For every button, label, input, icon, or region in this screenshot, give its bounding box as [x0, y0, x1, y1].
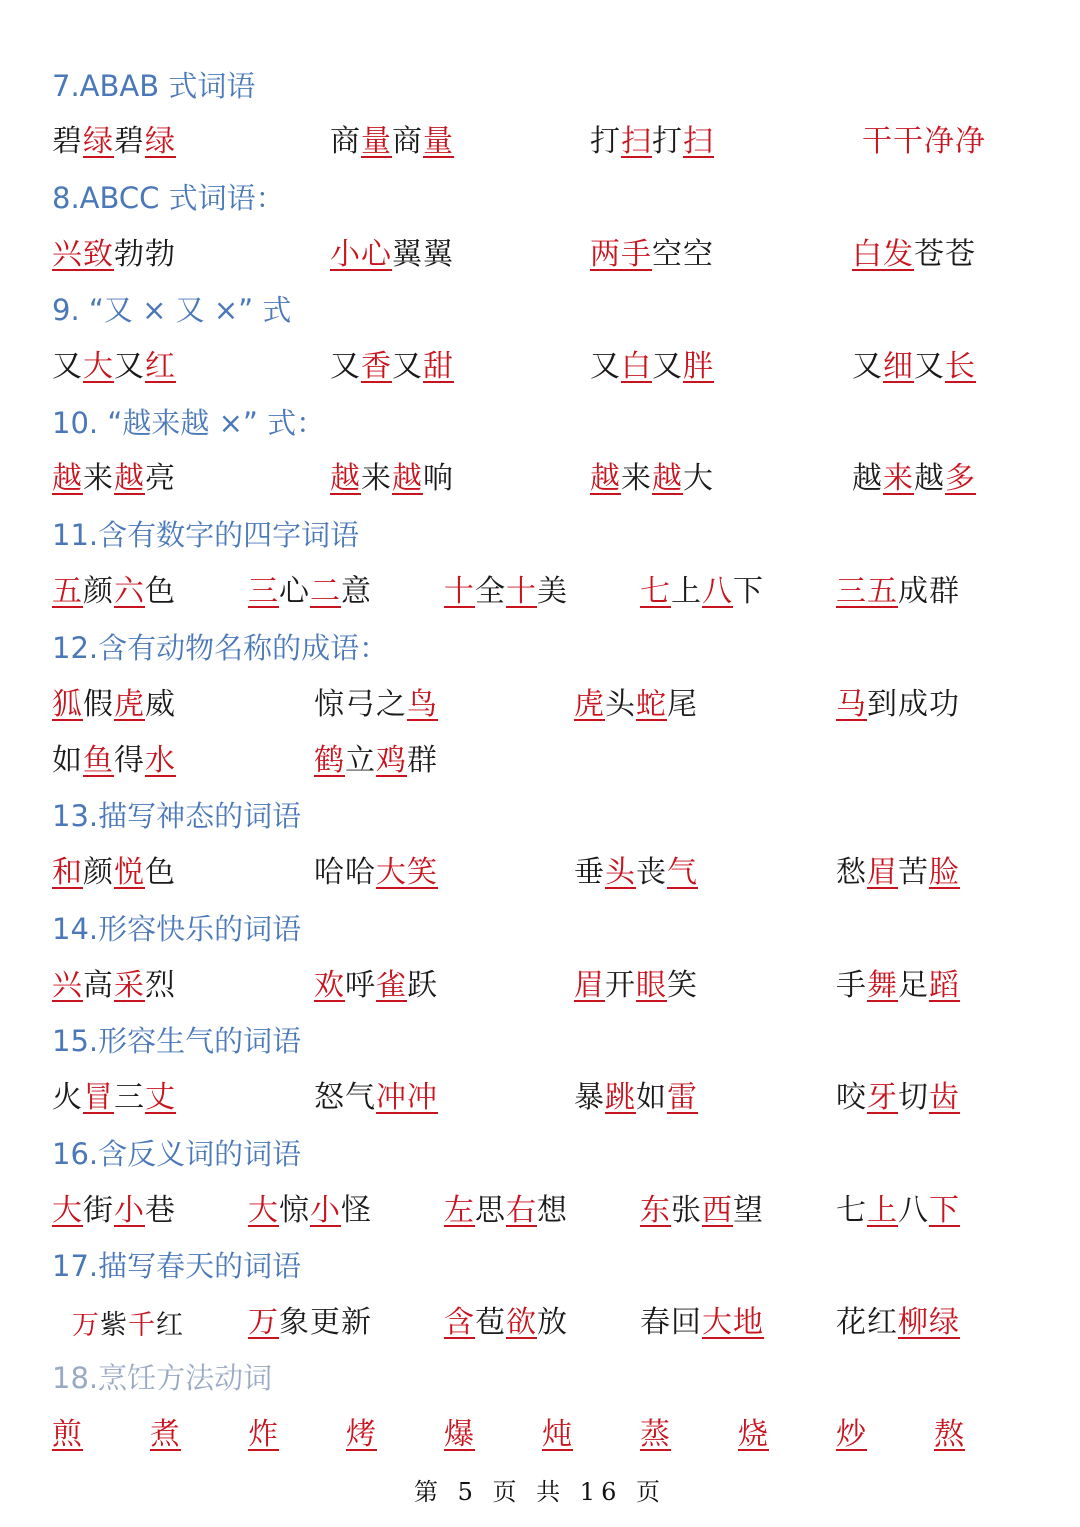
word-row [0, 349, 1080, 392]
word-item [314, 1080, 438, 1115]
highlighted-char: 舞 [867, 968, 898, 1003]
char: 哈 [314, 855, 345, 890]
word-item [314, 968, 438, 1003]
char: 立 [345, 743, 376, 778]
word-item [52, 124, 176, 159]
word-row [0, 855, 1080, 898]
highlighted-char: 欲 [506, 1305, 537, 1340]
word-item [836, 855, 960, 890]
section-heading: 7.ABAB 式词语 [52, 69, 256, 103]
word-item [640, 574, 764, 609]
char: 空 [652, 237, 683, 272]
word-item [52, 855, 176, 890]
highlighted-char: 东 [640, 1193, 671, 1228]
char: 碧 [114, 124, 145, 159]
highlighted-char: 净 [924, 124, 955, 159]
char: 火 [52, 1080, 83, 1115]
word-item [330, 349, 454, 384]
char: 又 [914, 349, 945, 384]
highlighted-char: 五 [52, 574, 83, 609]
highlighted-char: 白 [621, 349, 652, 384]
highlighted-char: 干 [862, 124, 893, 159]
char: 翼 [392, 237, 423, 272]
word-item [72, 1312, 184, 1339]
highlighted-char: 上 [867, 1193, 898, 1228]
char: 又 [392, 349, 423, 384]
highlighted-char: 胖 [683, 349, 714, 384]
word-item [590, 237, 714, 272]
char: 思 [475, 1193, 506, 1228]
highlighted-char: 干 [893, 124, 924, 159]
char: 头 [605, 687, 636, 722]
char: 如 [636, 1080, 667, 1115]
word-item [590, 461, 714, 496]
highlighted-char: 悦 [114, 855, 145, 890]
section-heading: 13.描写神态的词语 [52, 799, 302, 833]
word-item [314, 855, 438, 890]
highlighted-char: 蛇 [636, 687, 667, 722]
char: 色 [145, 855, 176, 890]
char: 怪 [341, 1193, 372, 1228]
highlighted-char: 大 [83, 349, 114, 384]
highlighted-char: 下 [929, 1193, 960, 1228]
highlighted-char: 越 [652, 461, 683, 496]
highlighted-char: 眼 [636, 968, 667, 1003]
section-heading: 17.描写春天的词语 [52, 1249, 302, 1283]
char: 如 [52, 743, 83, 778]
word-item [640, 1193, 764, 1228]
char: 红 [867, 1305, 898, 1340]
word-item [248, 574, 372, 609]
char: 街 [83, 1193, 114, 1228]
highlighted-char: 红 [145, 349, 176, 384]
char: 弓 [345, 687, 376, 722]
char: 紫 [100, 1310, 128, 1341]
highlighted-char: 发 [883, 237, 914, 272]
word-item [542, 1417, 573, 1452]
word-row [0, 687, 1080, 730]
word-item [444, 1193, 568, 1228]
char: 惊 [279, 1193, 310, 1228]
word-row [0, 1080, 1080, 1123]
char: 碧 [52, 124, 83, 159]
section-heading: 16.含反义词的词语 [52, 1137, 302, 1171]
char: 美 [537, 574, 568, 609]
char: 切 [898, 1080, 929, 1115]
highlighted-char: 大 [376, 855, 407, 890]
word-item [52, 743, 176, 778]
word-item [590, 124, 714, 159]
char: 大 [683, 461, 714, 496]
highlighted-char: 兴 [52, 968, 83, 1003]
section-heading: 8.ABCC 式词语： [52, 181, 285, 215]
highlighted-char: 牙 [867, 1080, 898, 1115]
char: 群 [929, 574, 960, 609]
char: 足 [898, 968, 929, 1003]
char: 意 [341, 574, 372, 609]
char: 红 [156, 1310, 184, 1341]
char: 跃 [407, 968, 438, 1003]
highlighted-char: 小 [114, 1193, 145, 1228]
highlighted-char: 七 [640, 574, 671, 609]
highlighted-char: 爆 [444, 1417, 475, 1452]
section-heading: 15.形容生气的词语 [52, 1024, 302, 1058]
highlighted-char: 细 [883, 349, 914, 384]
highlighted-char: 三 [248, 574, 279, 609]
char: 心 [279, 574, 310, 609]
char: 春 [640, 1305, 671, 1340]
word-item [248, 1193, 372, 1228]
char: 颜 [83, 855, 114, 890]
word-row [0, 124, 1080, 167]
word-item [574, 855, 698, 890]
highlighted-char: 六 [114, 574, 145, 609]
highlighted-char: 烤 [346, 1417, 377, 1452]
highlighted-char: 雀 [376, 968, 407, 1003]
char: 亮 [145, 461, 176, 496]
char: 尾 [667, 687, 698, 722]
highlighted-char: 越 [392, 461, 423, 496]
highlighted-char: 鱼 [83, 743, 114, 778]
char: 又 [330, 349, 361, 384]
word-item [52, 1080, 176, 1115]
highlighted-char: 气 [667, 855, 698, 890]
char: 越 [852, 461, 883, 496]
char: 苦 [898, 855, 929, 890]
highlighted-char: 越 [52, 461, 83, 496]
highlighted-char: 熬 [934, 1417, 965, 1452]
section-heading: 11.含有数字的四字词语 [52, 518, 360, 552]
highlighted-char: 心 [361, 237, 392, 272]
char: 咬 [836, 1080, 867, 1115]
highlighted-char: 地 [733, 1305, 764, 1340]
highlighted-char: 量 [423, 124, 454, 159]
word-item [836, 1193, 960, 1228]
char: 威 [145, 687, 176, 722]
word-item [248, 1305, 372, 1340]
char: 更 [310, 1305, 341, 1340]
char: 翼 [423, 237, 454, 272]
char: 象 [279, 1305, 310, 1340]
char: 放 [537, 1305, 568, 1340]
char: 高 [83, 968, 114, 1003]
highlighted-char: 五 [867, 574, 898, 609]
char: 垂 [574, 855, 605, 890]
highlighted-char: 甜 [423, 349, 454, 384]
char: 苞 [475, 1305, 506, 1340]
highlighted-char: 烧 [738, 1417, 769, 1452]
char: 又 [114, 349, 145, 384]
word-item [852, 237, 976, 272]
char: 惊 [314, 687, 345, 722]
char: 又 [52, 349, 83, 384]
highlighted-char: 十 [444, 574, 475, 609]
page-footer: 第 5 页 共 16 页 [414, 1478, 666, 1506]
char: 色 [145, 574, 176, 609]
highlighted-char: 量 [361, 124, 392, 159]
char: 新 [341, 1305, 372, 1340]
highlighted-char: 左 [444, 1193, 475, 1228]
word-item [346, 1417, 377, 1452]
char: 下 [733, 574, 764, 609]
highlighted-char: 白 [852, 237, 883, 272]
char: 呼 [345, 968, 376, 1003]
highlighted-char: 狐 [52, 687, 83, 722]
char: 又 [652, 349, 683, 384]
section-heading: 9. “又 × 又 ×” 式 [52, 293, 292, 327]
highlighted-char: 炸 [248, 1417, 279, 1452]
word-item [836, 574, 960, 609]
char: 越 [914, 461, 945, 496]
char: 回 [671, 1305, 702, 1340]
word-item [52, 237, 176, 272]
char: 成 [898, 687, 929, 722]
char: 上 [671, 574, 702, 609]
highlighted-char: 右 [506, 1193, 537, 1228]
word-row [0, 743, 1080, 786]
word-item [314, 743, 438, 778]
highlighted-char: 和 [52, 855, 83, 890]
highlighted-char: 来 [883, 461, 914, 496]
char: 七 [836, 1193, 867, 1228]
char: 八 [898, 1193, 929, 1228]
highlighted-char: 多 [945, 461, 976, 496]
word-item [52, 349, 176, 384]
highlighted-char: 西 [702, 1193, 733, 1228]
char: 气 [345, 1080, 376, 1115]
highlighted-char: 香 [361, 349, 392, 384]
char: 到 [867, 687, 898, 722]
highlighted-char: 头 [605, 855, 636, 890]
char: 响 [423, 461, 454, 496]
char: 望 [733, 1193, 764, 1228]
char: 愁 [836, 855, 867, 890]
highlighted-char: 冲 [407, 1080, 438, 1115]
highlighted-char: 大 [702, 1305, 733, 1340]
highlighted-char: 兴 [52, 237, 83, 272]
word-row [0, 237, 1080, 280]
char: 打 [652, 124, 683, 159]
highlighted-char: 千 [128, 1310, 156, 1341]
char: 商 [330, 124, 361, 159]
word-row [0, 968, 1080, 1011]
highlighted-char: 鸡 [376, 743, 407, 778]
highlighted-char: 虎 [114, 687, 145, 722]
word-item [934, 1417, 965, 1452]
char: 打 [590, 124, 621, 159]
word-item [150, 1417, 181, 1452]
highlighted-char: 丈 [145, 1080, 176, 1115]
char: 三 [114, 1080, 145, 1115]
highlighted-char: 小 [310, 1193, 341, 1228]
word-item [836, 968, 960, 1003]
highlighted-char: 采 [114, 968, 145, 1003]
char: 花 [836, 1305, 867, 1340]
word-item [640, 1417, 671, 1452]
word-item [52, 968, 176, 1003]
highlighted-char: 脸 [929, 855, 960, 890]
word-row [0, 461, 1080, 504]
highlighted-char: 二 [310, 574, 341, 609]
word-item [574, 687, 698, 722]
word-row [0, 1193, 1080, 1236]
char: 烈 [145, 968, 176, 1003]
word-item [444, 574, 568, 609]
char: 来 [621, 461, 652, 496]
char: 苍 [914, 237, 945, 272]
char: 之 [376, 687, 407, 722]
section-heading: 10. “越来越 ×” 式： [52, 406, 326, 440]
highlighted-char: 绿 [83, 124, 114, 159]
highlighted-char: 绿 [145, 124, 176, 159]
word-item [314, 687, 438, 722]
word-item [574, 968, 698, 1003]
char: 巷 [145, 1193, 176, 1228]
section-heading: 12.含有动物名称的成语： [52, 631, 389, 665]
highlighted-char: 绿 [929, 1305, 960, 1340]
highlighted-char: 大 [52, 1193, 83, 1228]
word-item [836, 1417, 867, 1452]
highlighted-char: 三 [836, 574, 867, 609]
char: 勃 [114, 237, 145, 272]
highlighted-char: 炒 [836, 1417, 867, 1452]
char: 来 [83, 461, 114, 496]
char: 得 [114, 743, 145, 778]
word-item [52, 574, 176, 609]
word-item [330, 237, 454, 272]
word-item [862, 124, 986, 159]
highlighted-char: 跳 [605, 1080, 636, 1115]
char: 假 [83, 687, 114, 722]
word-item [738, 1417, 769, 1452]
word-item [852, 349, 976, 384]
char: 丧 [636, 855, 667, 890]
char: 开 [605, 968, 636, 1003]
char: 苍 [945, 237, 976, 272]
highlighted-char: 水 [145, 743, 176, 778]
highlighted-char: 万 [248, 1305, 279, 1340]
char: 群 [407, 743, 438, 778]
char: 空 [683, 237, 714, 272]
char: 功 [929, 687, 960, 722]
word-row [0, 1417, 1080, 1460]
highlighted-char: 万 [72, 1310, 100, 1341]
word-item [444, 1305, 568, 1340]
highlighted-char: 冒 [83, 1080, 114, 1115]
char: 商 [392, 124, 423, 159]
highlighted-char: 手 [621, 237, 652, 272]
char: 想 [537, 1193, 568, 1228]
highlighted-char: 笑 [407, 855, 438, 890]
char: 成 [898, 574, 929, 609]
word-item [590, 349, 714, 384]
highlighted-char: 炖 [542, 1417, 573, 1452]
highlighted-char: 十 [506, 574, 537, 609]
highlighted-char: 致 [83, 237, 114, 272]
highlighted-char: 蒸 [640, 1417, 671, 1452]
word-row [0, 1305, 1080, 1348]
highlighted-char: 冲 [376, 1080, 407, 1115]
highlighted-char: 鸟 [407, 687, 438, 722]
highlighted-char: 扫 [621, 124, 652, 159]
highlighted-char: 眉 [574, 968, 605, 1003]
char: 张 [671, 1193, 702, 1228]
word-item [52, 687, 176, 722]
highlighted-char: 越 [330, 461, 361, 496]
highlighted-char: 八 [702, 574, 733, 609]
highlighted-char: 蹈 [929, 968, 960, 1003]
highlighted-char: 欢 [314, 968, 345, 1003]
highlighted-char: 眉 [867, 855, 898, 890]
highlighted-char: 雷 [667, 1080, 698, 1115]
char: 全 [475, 574, 506, 609]
section-heading: 14.形容快乐的词语 [52, 912, 302, 946]
char: 暴 [574, 1080, 605, 1115]
highlighted-char: 小 [330, 237, 361, 272]
highlighted-char: 齿 [929, 1080, 960, 1115]
char: 哈 [345, 855, 376, 890]
word-item [852, 461, 976, 496]
char: 又 [852, 349, 883, 384]
highlighted-char: 柳 [898, 1305, 929, 1340]
word-item [574, 1080, 698, 1115]
highlighted-char: 净 [955, 124, 986, 159]
word-row [0, 574, 1080, 617]
highlighted-char: 大 [248, 1193, 279, 1228]
word-item [52, 1417, 83, 1452]
word-item [836, 1080, 960, 1115]
char: 又 [590, 349, 621, 384]
word-item [640, 1305, 764, 1340]
highlighted-char: 煎 [52, 1417, 83, 1452]
word-item [836, 687, 960, 722]
highlighted-char: 长 [945, 349, 976, 384]
highlighted-char: 两 [590, 237, 621, 272]
char: 怒 [314, 1080, 345, 1115]
word-item [52, 461, 176, 496]
char: 颜 [83, 574, 114, 609]
word-item [248, 1417, 279, 1452]
word-item [330, 461, 454, 496]
word-item [52, 1193, 176, 1228]
highlighted-char: 煮 [150, 1417, 181, 1452]
highlighted-char: 鹤 [314, 743, 345, 778]
word-item [444, 1417, 475, 1452]
word-item [836, 1305, 960, 1340]
highlighted-char: 含 [444, 1305, 475, 1340]
char: 来 [361, 461, 392, 496]
highlighted-char: 虎 [574, 687, 605, 722]
highlighted-char: 扫 [683, 124, 714, 159]
highlighted-char: 马 [836, 687, 867, 722]
section-heading: 18.烹饪方法动词 [52, 1361, 273, 1395]
char: 勃 [145, 237, 176, 272]
char: 笑 [667, 968, 698, 1003]
highlighted-char: 越 [590, 461, 621, 496]
word-item [330, 124, 454, 159]
highlighted-char: 越 [114, 461, 145, 496]
char: 手 [836, 968, 867, 1003]
